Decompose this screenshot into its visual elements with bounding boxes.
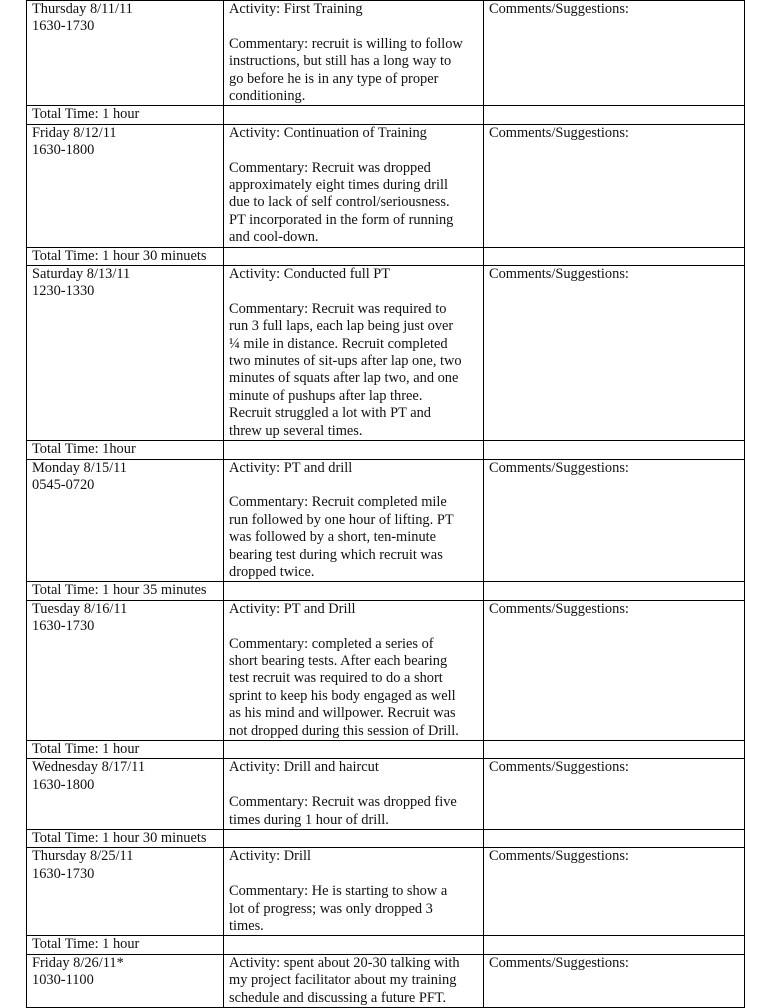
entry-time: 0545-0720 — [32, 476, 95, 493]
total-time-row — [27, 247, 745, 265]
spacer — [229, 142, 479, 159]
total-time: Total Time: 1 hour — [32, 740, 140, 757]
commentary-line: minutes of squats after lap two, and one — [229, 370, 459, 387]
training-log-body — [27, 1, 745, 1008]
commentary-line: ¼ mile in distance. Recruit completed — [229, 335, 448, 352]
total-time-row — [27, 582, 745, 600]
training-log-table — [26, 0, 745, 1008]
entry-row — [27, 848, 745, 936]
comments-label: Comments/Suggestions: — [489, 954, 629, 971]
entry-time: 1630-1730 — [32, 618, 95, 635]
commentary-line: two minutes of sit-ups after lap one, two — [229, 353, 462, 370]
spacer — [229, 283, 479, 300]
empty-cell — [224, 830, 484, 848]
comments-label: Comments/Suggestions: — [489, 124, 629, 141]
empty-cell — [224, 441, 484, 459]
total-time-row — [27, 441, 745, 459]
total-time: Total Time: 1 hour 30 minuets — [32, 830, 207, 846]
entry-date: Tuesday 8/16/11 — [32, 600, 128, 617]
commentary-line: Commentary: Recruit was dropped — [229, 159, 431, 176]
empty-cell — [484, 936, 745, 954]
comments-label: Comments/Suggestions: — [489, 266, 629, 283]
activity-cell — [224, 954, 484, 1007]
entry-date: Wednesday 8/17/11 — [32, 759, 146, 776]
commentary-line: threw up several times. — [229, 422, 363, 439]
commentary-line: go before he is in any type of proper — [229, 70, 439, 87]
comments-cell — [484, 848, 745, 936]
empty-cell — [484, 247, 745, 265]
commentary-line: Commentary: He is starting to show a — [229, 883, 448, 900]
empty-cell — [224, 936, 484, 954]
total-time-row — [27, 106, 745, 124]
commentary-line: times during 1 hour of drill. — [229, 811, 389, 828]
empty-cell — [224, 740, 484, 758]
commentary-line: Commentary: Recruit was dropped five — [229, 794, 457, 811]
entry-row — [27, 954, 745, 1007]
commentary-line: Recruit struggled a lot with PT and — [229, 405, 431, 422]
entry-row — [27, 1, 745, 106]
commentary-line: Commentary: Recruit completed mile — [229, 494, 447, 511]
entry-row — [27, 600, 745, 740]
commentary-line: run 3 full laps, each lap being just over — [229, 318, 454, 335]
entry-date: Thursday 8/25/11 — [32, 848, 134, 865]
spacer — [229, 18, 479, 35]
activity-line: Activity: spent about 20-30 talking with — [229, 954, 460, 971]
commentary-line: lot of progress; was only dropped 3 — [229, 900, 433, 917]
entry-date: Friday 8/26/11* — [32, 954, 124, 971]
commentary-line: minute of pushups after lap three. — [229, 387, 423, 404]
entry-date: Friday 8/12/11 — [32, 124, 117, 141]
entry-row — [27, 124, 745, 247]
commentary-line: Commentary: Recruit was required to — [229, 300, 447, 317]
comments-label: Comments/Suggestions: — [489, 459, 629, 476]
total-time-cell — [27, 830, 224, 848]
total-time: Total Time: 1hour — [32, 441, 136, 458]
empty-cell — [224, 582, 484, 600]
spacer — [229, 618, 479, 635]
total-time: Total Time: 1 hour 35 minutes — [32, 582, 207, 599]
empty-cell — [484, 582, 745, 600]
entry-time: 1630-1730 — [32, 865, 95, 882]
entry-row — [27, 459, 745, 582]
entry-time: 1030-1100 — [32, 972, 94, 989]
date-time-cell — [27, 954, 224, 1007]
commentary-line: Commentary: completed a series of — [229, 635, 434, 652]
total-time-cell — [27, 582, 224, 600]
commentary-line: bearing test during which recruit was — [229, 546, 443, 563]
empty-cell — [484, 441, 745, 459]
commentary-line: as his mind and willpower. Recruit was — [229, 705, 456, 722]
comments-label: Comments/Suggestions: — [489, 848, 629, 865]
comments-cell — [484, 600, 745, 740]
comments-label: Comments/Suggestions: — [489, 600, 629, 617]
comments-cell — [484, 759, 745, 830]
date-time-cell — [27, 759, 224, 830]
date-time-cell — [27, 600, 224, 740]
entry-row — [27, 759, 745, 830]
entry-date: Saturday 8/13/11 — [32, 266, 131, 283]
date-time-cell — [27, 266, 224, 441]
total-time-cell — [27, 441, 224, 459]
commentary-line: test recruit was required to do a short — [229, 670, 443, 687]
empty-cell — [224, 106, 484, 124]
activity-cell — [224, 600, 484, 740]
commentary-line: and cool-down. — [229, 229, 319, 246]
activity-cell — [224, 266, 484, 441]
entry-time: 1630-1800 — [32, 776, 95, 793]
entry-date: Thursday 8/11/11 — [32, 1, 133, 17]
activity-cell — [224, 124, 484, 247]
empty-cell — [484, 740, 745, 758]
spacer — [229, 477, 479, 494]
total-time-row — [27, 740, 745, 758]
commentary-line: instructions, but still has a long way to — [229, 53, 452, 70]
date-time-cell — [27, 848, 224, 936]
commentary-line: was followed by a short, ten-minute — [229, 529, 437, 546]
activity-title: Activity: PT and Drill — [229, 600, 356, 617]
activity-cell — [224, 848, 484, 936]
commentary-line: short bearing tests. After each bearing — [229, 652, 448, 669]
total-time-cell — [27, 106, 224, 124]
comments-label: Comments/Suggestions: — [489, 759, 629, 776]
commentary-line: PT incorporated in the form of running — [229, 211, 454, 228]
entry-row — [27, 266, 745, 441]
total-time-cell — [27, 936, 224, 954]
activity-cell — [224, 759, 484, 830]
date-time-cell — [27, 459, 224, 582]
entry-time: 1630-1800 — [32, 142, 95, 159]
activity-title: Activity: Drill and haircut — [229, 759, 379, 776]
total-time: Total Time: 1 hour 30 minuets — [32, 247, 207, 264]
date-time-cell — [27, 1, 224, 106]
activity-line: my project facilitator about my training — [229, 972, 457, 989]
comments-cell — [484, 954, 745, 1007]
commentary-line: due to lack of self control/seriousness. — [229, 194, 450, 211]
total-time-row — [27, 830, 745, 848]
activity-title: Activity: PT and drill — [229, 459, 353, 476]
commentary-line: dropped twice. — [229, 563, 315, 580]
comments-cell — [484, 459, 745, 582]
entry-time: 1630-1730 — [32, 18, 95, 35]
commentary-line: approximately eight times during drill — [229, 177, 449, 194]
activity-title: Activity: Continuation of Training — [229, 124, 427, 141]
spacer — [229, 866, 479, 883]
spacer — [229, 777, 479, 794]
activity-title: Activity: Drill — [229, 848, 311, 865]
commentary-line: conditioning. — [229, 88, 306, 105]
date-time-cell — [27, 124, 224, 247]
total-time-row — [27, 936, 745, 954]
empty-cell — [224, 247, 484, 265]
total-time: Total Time: 1 hour — [32, 106, 140, 123]
commentary-line: Commentary: recruit is willing to follow — [229, 35, 463, 52]
activity-title: Activity: First Training — [229, 1, 363, 17]
empty-cell — [484, 106, 745, 124]
comments-cell — [484, 1, 745, 106]
comments-label: Comments/Suggestions: — [489, 1, 629, 17]
entry-date: Monday 8/15/11 — [32, 459, 128, 476]
activity-cell — [224, 459, 484, 582]
activity-line: schedule and discussing a future PFT. — [229, 989, 447, 1006]
commentary-line: times. — [229, 918, 264, 935]
commentary-line: not dropped during this session of Drill. — [229, 722, 459, 739]
empty-cell — [484, 830, 745, 848]
commentary-line: run followed by one hour of lifting. PT — [229, 511, 454, 528]
total-time-cell — [27, 740, 224, 758]
commentary-line: sprint to keep his body engaged as well — [229, 687, 456, 704]
comments-cell — [484, 124, 745, 247]
total-time-cell — [27, 247, 224, 265]
total-time: Total Time: 1 hour — [32, 936, 140, 953]
entry-time: 1230-1330 — [32, 283, 95, 300]
activity-cell — [224, 1, 484, 106]
comments-cell — [484, 266, 745, 441]
activity-title: Activity: Conducted full PT — [229, 266, 391, 283]
